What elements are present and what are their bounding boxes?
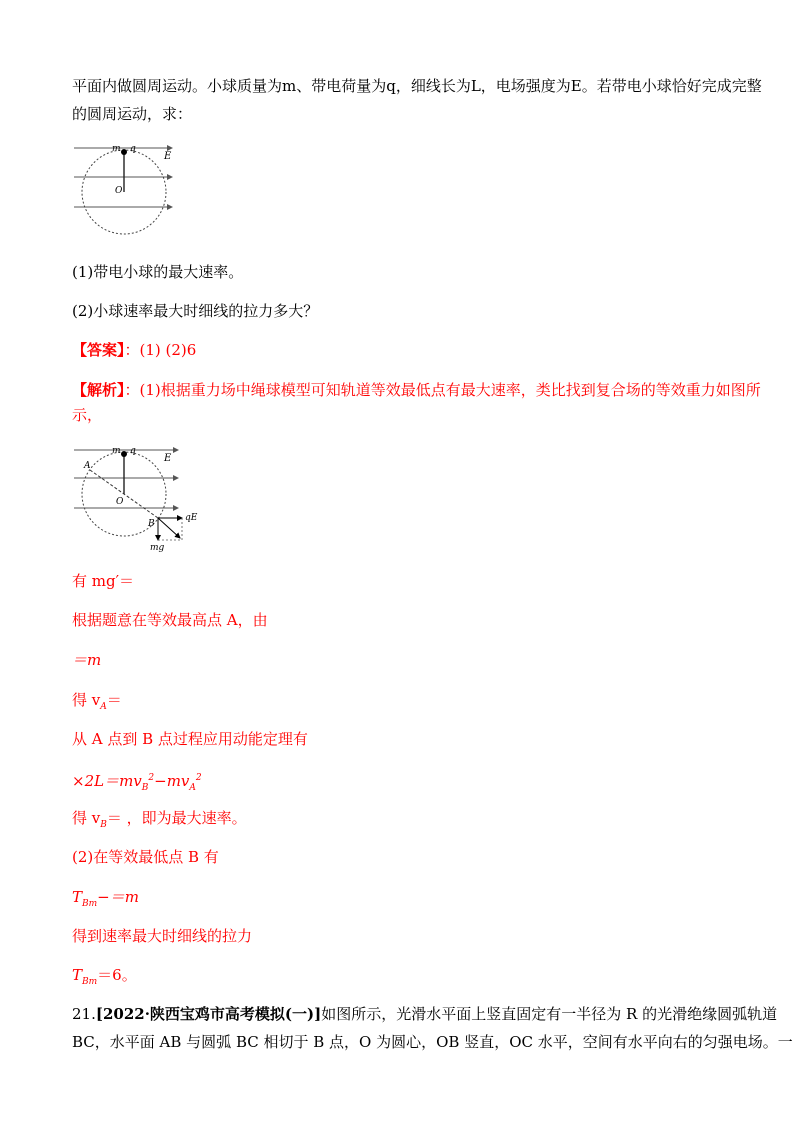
answer-content: ：(1) (2)6 [124,341,197,359]
label-O: O [115,186,123,196]
vB-prefix: 得 v [72,809,101,827]
problem-21-number: 21. [72,1005,96,1023]
energy-part-b: −mv [154,772,190,790]
energy-sub-A: A [189,783,196,793]
T-suffix: −＝m [97,888,139,906]
T-prefix: T [72,888,83,906]
analysis-text-1: ：(1)根据重力场中绳球模型可知轨道等效最低点有最大速率，类比找到复合场的等效重力如图所 [124,381,761,399]
label-q: q [130,144,136,154]
analysis-vA-line [72,690,122,717]
figure-1-circular-motion [72,138,182,238]
problem-text-line-2: 的圆周运动，求： [72,105,193,123]
vA-suffix: ＝ [106,691,122,709]
problem-21-line-1 [72,1004,777,1024]
label-O: O [116,497,124,507]
T2-sub: Bm [82,977,98,987]
resultant-arrow [158,518,180,538]
label-E: E [164,151,172,162]
charged-ball [121,451,127,457]
label-q: q [130,446,136,456]
T-sub: Bm [82,899,98,909]
energy-part-a: ×2L＝mv [72,772,142,790]
label-qE: qE [185,513,198,523]
problem-21-text-1: 如图所示，光滑水平面上竖直固定有一半径为 R 的光滑绝缘圆弧轨道 [321,1005,778,1023]
analysis-partb-line: (2)在等效最低点 B 有 [72,848,219,866]
energy-sup-2a: 2 [148,773,155,783]
analysis-AtoB-line: 从 A 点到 B 点过程应用动能定理有 [72,730,308,748]
problem-21-line-2: BC，水平面 AB 与圆弧 BC 相切于 B 点，O 为圆心，OB 竖直，OC 水平，空间有水平向右的匀强电场。一 [72,1033,793,1051]
vB-suffix: ＝ ，即为最大速率。 [106,809,247,827]
problem-text-line-1: 平面内做圆周运动。小球质量为m、带电荷量为q，细线长为L，电场强度为E。若带电小球恰好完成完整 [72,77,762,95]
T2-suffix: ＝6。 [97,966,137,984]
answer-label: 【答案】 [72,341,125,359]
vB-sub: B [100,820,107,830]
analysis-mg-line: 有 mg′＝ [72,572,134,590]
answer-line [72,340,196,360]
analysis-line-2: 示， [72,406,103,424]
charged-ball [121,149,127,155]
label-B: B [148,519,155,529]
analysis-line-1 [72,380,761,400]
label-E: E [164,453,172,464]
analysis-label: 【解析】 [72,381,125,399]
label-A: A [84,461,91,471]
question-1: (1)带电小球的最大速率。 [72,263,244,281]
energy-sub-B: B [141,783,149,793]
analysis-topA-line: 根据题意在等效最高点 A，由 [72,611,268,629]
energy-sup-2b: 2 [195,773,202,783]
analysis-tension-text-line: 得到速率最大时细线的拉力 [72,927,253,945]
analysis-vB-line [72,808,247,835]
label-m: m [112,144,121,154]
figure-2-equivalent-gravity [72,442,212,552]
analysis-eq-m-line: ＝m [72,651,102,669]
T2-prefix: T [72,966,83,984]
problem-21-source: [2022·陕西宝鸡市高考模拟(一)] [95,1005,322,1023]
analysis-tension-result-line [72,965,137,992]
label-mg: mg [150,543,165,552]
analysis-energy-line [72,768,202,798]
question-2: (2)小球速率最大时细线的拉力多大？ [72,302,319,320]
analysis-tension-eq-line [72,887,139,914]
label-m: m [112,446,121,456]
vA-sub: A [100,702,107,712]
vA-prefix: 得 v [72,691,101,709]
